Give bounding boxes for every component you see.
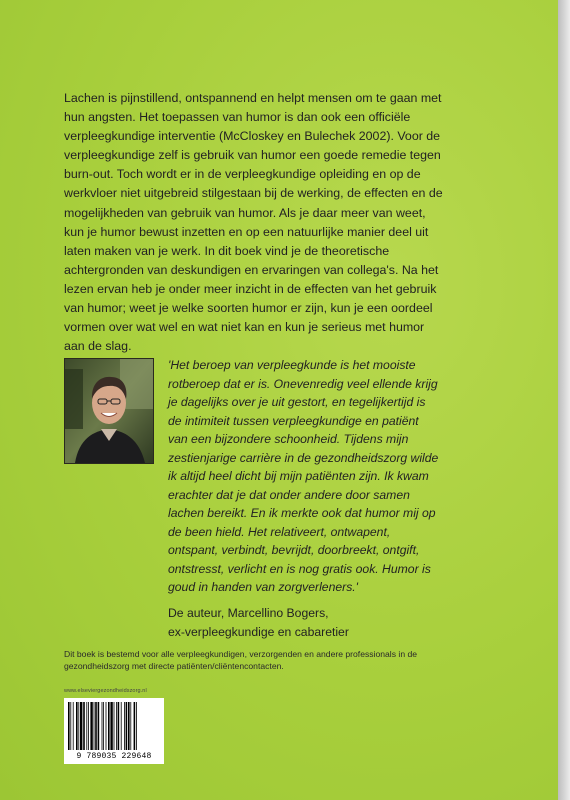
publisher-website: www.elseviergezondheidszorg.nl [64, 688, 147, 694]
barcode-bars [68, 702, 160, 750]
audience-note: Dit boek is bestemd voor alle verpleegkundigen, verzorgenden en andere professionals in de gezondheidszorg met directe patiënten/cliëntencontacten. [64, 649, 418, 671]
author-role-line: ex-verpleegkundige en cabaretier [168, 624, 349, 639]
intro-paragraph: Lachen is pijnstillend, ontspannend en helpt mensen om te gaan met hun angsten. Het toepassen van humor is dan ook een officiële verpleegkundige interventie (McCloskey en Bulechek 2002). Voor de verpleegkundige zelf is gebruik van humor een goede remedie tegen burn-out. Toch wordt er in de verpleegkundige opleiding en op de werkvloer niet uitgebreid stilgestaan bij de werking, de effecten en de mogelijkheden van gebruik van humor. Als je daar meer van weet, kun je humor bewust inzetten en op een natuurlijke manier deel uit laten maken van je werk. In dit boek vind je de theoretische achtergronden van deskundigen en ervaringen van collega's. Na het lezen ervan heb je onder meer inzicht in de effecten van het gebruik van humor; weet je welke soorten humor er zijn, kun je een oordeel vormen over wat wel en wat niet kan en kun je serieus met humor aan de slag. [64, 91, 443, 354]
author-credit [168, 604, 440, 641]
isbn-number: 9 789035 229648 [76, 752, 152, 761]
author-photo [64, 358, 154, 464]
author-quote: 'Het beroep van verpleegkunde is het mooiste rotberoep dat er is. Onevenredig veel ellende krijg je dagelijks over je uit gestort, en tegelijkertijd is de intimiteit tussen verpleegkundige en patiënt van een bijzondere schoonheid. Tijdens mijn zestienjarige carrière in de gezondheidszorg wilde ik altijd heel dicht bij mijn patiënten zijn. Ik kwam erachter dat je dat onder andere door samen lachen bereikt. En ik merkte ook dat humor mij op de been hield. Het relativeert, ontwapent, ontspant, verbindt, bevrijdt, doorbreekt, ontgift, ontstresst, verlicht en is nog gratis ook. Humor is goud in handen van zorgverleners.' [168, 358, 439, 594]
author-name-line: De auteur, Marcellino Bogers, [168, 606, 329, 620]
page-edge-shadow [558, 0, 570, 800]
barcode [64, 698, 164, 764]
